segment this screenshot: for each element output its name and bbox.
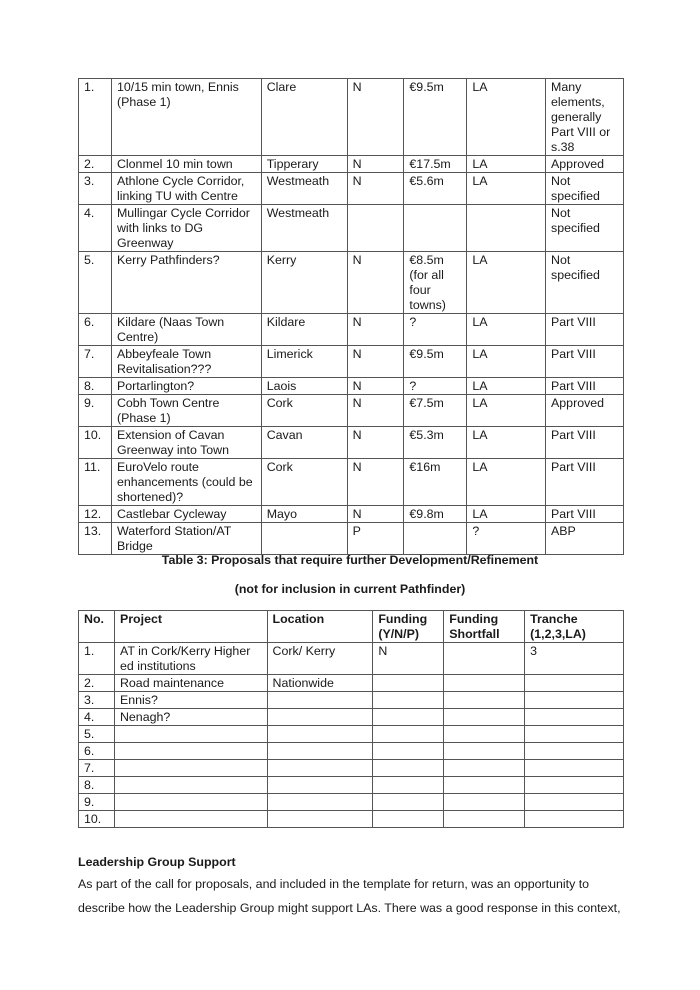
cell-funding [373, 811, 444, 828]
cell-funding: N [347, 506, 404, 523]
cell-status: ABP [546, 523, 624, 555]
table-row [79, 709, 624, 726]
cell-tranche [525, 743, 624, 760]
cell-tranche: 3 [525, 643, 624, 675]
cell-status: Not specified [546, 173, 624, 205]
cell-amount: ? [404, 314, 467, 346]
projects-table-body [79, 79, 624, 555]
cell-shortfall [444, 643, 525, 675]
cell-funding [373, 675, 444, 692]
cell-location: Cork [261, 395, 347, 427]
cell-location [267, 709, 373, 726]
header-project: Project [114, 611, 267, 643]
cell-tranche [525, 811, 624, 828]
cell-project: Abbeyfeale Town Revitalisation??? [111, 346, 261, 378]
cell-project: AT in Cork/Kerry Higher ed institutions [114, 643, 267, 675]
cell-funding [373, 777, 444, 794]
cell-shortfall [444, 760, 525, 777]
cell-funding: N [347, 156, 404, 173]
cell-project: Clonmel 10 min town [111, 156, 261, 173]
cell-location: Cork/ Kerry [267, 643, 373, 675]
cell-amount: ? [404, 378, 467, 395]
cell-body: LA [467, 378, 546, 395]
cell-funding [373, 709, 444, 726]
cell-location: Tipperary [261, 156, 347, 173]
cell-amount: €16m [404, 459, 467, 506]
cell-shortfall [444, 777, 525, 794]
cell-location [267, 811, 373, 828]
cell-shortfall [444, 794, 525, 811]
cell-no: 4. [79, 709, 115, 726]
cell-status: Approved [546, 395, 624, 427]
cell-tranche [525, 777, 624, 794]
table-row [79, 205, 624, 252]
cell-location [267, 794, 373, 811]
cell-body: LA [467, 79, 546, 156]
cell-project [114, 760, 267, 777]
cell-no: 8. [79, 777, 115, 794]
cell-project: 10/15 min town, Ennis (Phase 1) [111, 79, 261, 156]
cell-location [267, 726, 373, 743]
cell-project: Road maintenance [114, 675, 267, 692]
cell-project: Kerry Pathfinders? [111, 252, 261, 314]
cell-body: LA [467, 346, 546, 378]
table-row [79, 79, 624, 156]
cell-project: Portarlington? [111, 378, 261, 395]
cell-no: 3. [79, 692, 115, 709]
cell-body: LA [467, 252, 546, 314]
cell-shortfall [444, 726, 525, 743]
proposals-header-row [79, 611, 624, 643]
section-heading: Leadership Group Support [78, 855, 236, 869]
cell-no: 6. [79, 743, 115, 760]
header-shortfall: Funding Shortfall [444, 611, 525, 643]
table-row [79, 743, 624, 760]
cell-location: Laois [261, 378, 347, 395]
cell-shortfall [444, 811, 525, 828]
cell-no: 3. [79, 173, 112, 205]
cell-project: Extension of Cavan Greenway into Town [111, 427, 261, 459]
table-row [79, 794, 624, 811]
cell-status: Not specified [546, 205, 624, 252]
cell-amount: €5.3m [404, 427, 467, 459]
cell-no: 7. [79, 346, 112, 378]
cell-amount: €8.5m (for all four towns) [404, 252, 467, 314]
table-row [79, 692, 624, 709]
cell-no: 10. [79, 427, 112, 459]
header-no: No. [79, 611, 115, 643]
table-row [79, 459, 624, 506]
cell-tranche [525, 675, 624, 692]
cell-location [267, 760, 373, 777]
table-row [79, 173, 624, 205]
cell-shortfall [444, 675, 525, 692]
cell-amount: €5.6m [404, 173, 467, 205]
cell-funding [373, 692, 444, 709]
cell-location: Cork [261, 459, 347, 506]
cell-funding: N [347, 252, 404, 314]
cell-project [114, 777, 267, 794]
cell-location [267, 777, 373, 794]
cell-body: LA [467, 314, 546, 346]
table-row [79, 378, 624, 395]
cell-location: Kildare [261, 314, 347, 346]
cell-project: Ennis? [114, 692, 267, 709]
cell-status: Not specified [546, 252, 624, 314]
cell-status: Approved [546, 156, 624, 173]
cell-tranche [525, 692, 624, 709]
cell-status: Part VIII [546, 459, 624, 506]
cell-no: 11. [79, 459, 112, 506]
cell-no: 9. [79, 794, 115, 811]
table3-caption: Table 3: Proposals that require further Development/Refinement [161, 553, 539, 567]
cell-location: Mayo [261, 506, 347, 523]
cell-status: Part VIII [546, 427, 624, 459]
cell-amount: €9.5m [404, 79, 467, 156]
cell-body: LA [467, 459, 546, 506]
table-row [79, 777, 624, 794]
proposals-table-body [79, 643, 624, 828]
header-tranche: Tranche (1,2,3,LA) [525, 611, 624, 643]
table-row [79, 346, 624, 378]
cell-body: LA [467, 506, 546, 523]
cell-funding [373, 794, 444, 811]
table-row [79, 811, 624, 828]
cell-project [114, 743, 267, 760]
cell-project: Athlone Cycle Corridor, linking TU with Centre [111, 173, 261, 205]
cell-body: ? [467, 523, 546, 555]
cell-location [267, 743, 373, 760]
cell-status: Part VIII [546, 506, 624, 523]
cell-shortfall [444, 743, 525, 760]
cell-project: Mullingar Cycle Corridor with links to DG Greenway [111, 205, 261, 252]
cell-body [467, 205, 546, 252]
cell-status: Part VIII [546, 346, 624, 378]
cell-funding: N [347, 79, 404, 156]
cell-funding: N [347, 173, 404, 205]
cell-no: 12. [79, 506, 112, 523]
cell-project: EuroVelo route enhancements (could be shortened)? [111, 459, 261, 506]
cell-funding: N [347, 314, 404, 346]
cell-tranche [525, 760, 624, 777]
table-row [79, 675, 624, 692]
table3-subcaption: (not for inclusion in current Pathfinder) [234, 582, 466, 596]
table-row [79, 395, 624, 427]
cell-no: 1. [79, 643, 115, 675]
cell-location: Westmeath [261, 173, 347, 205]
cell-no: 2. [79, 156, 112, 173]
section-paragraph: As part of the call for proposals, and included in the template for return, was an opportunity to describe how the Leadership Group might support LAs. There was a good response in this context, [78, 877, 621, 915]
cell-body: LA [467, 173, 546, 205]
cell-project: Cobh Town Centre (Phase 1) [111, 395, 261, 427]
projects-table [78, 78, 624, 555]
cell-funding: N [347, 459, 404, 506]
cell-no: 5. [79, 726, 115, 743]
cell-amount [404, 523, 467, 555]
cell-funding [373, 743, 444, 760]
header-location: Location [267, 611, 373, 643]
cell-funding: N [347, 346, 404, 378]
table-row [79, 252, 624, 314]
cell-amount: €9.8m [404, 506, 467, 523]
cell-shortfall [444, 692, 525, 709]
table-row [79, 726, 624, 743]
cell-project [114, 726, 267, 743]
cell-project: Waterford Station/AT Bridge [111, 523, 261, 555]
cell-project: Kildare (Naas Town Centre) [111, 314, 261, 346]
cell-no: 2. [79, 675, 115, 692]
table-row [79, 427, 624, 459]
cell-status: Part VIII [546, 378, 624, 395]
cell-tranche [525, 726, 624, 743]
cell-funding [347, 205, 404, 252]
cell-status: Many elements, generally Part VIII or s.38 [546, 79, 624, 156]
cell-tranche [525, 794, 624, 811]
cell-location [267, 692, 373, 709]
cell-no: 4. [79, 205, 112, 252]
cell-amount: €17.5m [404, 156, 467, 173]
cell-funding [373, 760, 444, 777]
cell-body: LA [467, 427, 546, 459]
cell-location: Kerry [261, 252, 347, 314]
cell-status: Part VIII [546, 314, 624, 346]
cell-shortfall [444, 709, 525, 726]
cell-funding: N [347, 378, 404, 395]
table-row [79, 523, 624, 555]
cell-location: Cavan [261, 427, 347, 459]
cell-no: 8. [79, 378, 112, 395]
cell-no: 5. [79, 252, 112, 314]
table-row [79, 643, 624, 675]
cell-location: Clare [261, 79, 347, 156]
cell-no: 9. [79, 395, 112, 427]
cell-funding [373, 726, 444, 743]
table-row [79, 760, 624, 777]
table-row [79, 506, 624, 523]
cell-amount: €7.5m [404, 395, 467, 427]
cell-tranche [525, 709, 624, 726]
cell-project: Castlebar Cycleway [111, 506, 261, 523]
cell-no: 10. [79, 811, 115, 828]
table-row [79, 156, 624, 173]
cell-no: 1. [79, 79, 112, 156]
cell-funding: N [347, 427, 404, 459]
cell-project: Nenagh? [114, 709, 267, 726]
cell-location [261, 523, 347, 555]
cell-no: 13. [79, 523, 112, 555]
proposals-table [78, 610, 624, 828]
cell-location: Westmeath [261, 205, 347, 252]
cell-amount: €9.5m [404, 346, 467, 378]
cell-location: Limerick [261, 346, 347, 378]
cell-funding: N [373, 643, 444, 675]
cell-location: Nationwide [267, 675, 373, 692]
cell-body: LA [467, 395, 546, 427]
cell-funding: N [347, 395, 404, 427]
table-row [79, 314, 624, 346]
cell-project [114, 811, 267, 828]
cell-project [114, 794, 267, 811]
cell-amount [404, 205, 467, 252]
cell-body: LA [467, 156, 546, 173]
header-funding: Funding (Y/N/P) [373, 611, 444, 643]
cell-funding: P [347, 523, 404, 555]
cell-no: 6. [79, 314, 112, 346]
cell-no: 7. [79, 760, 115, 777]
